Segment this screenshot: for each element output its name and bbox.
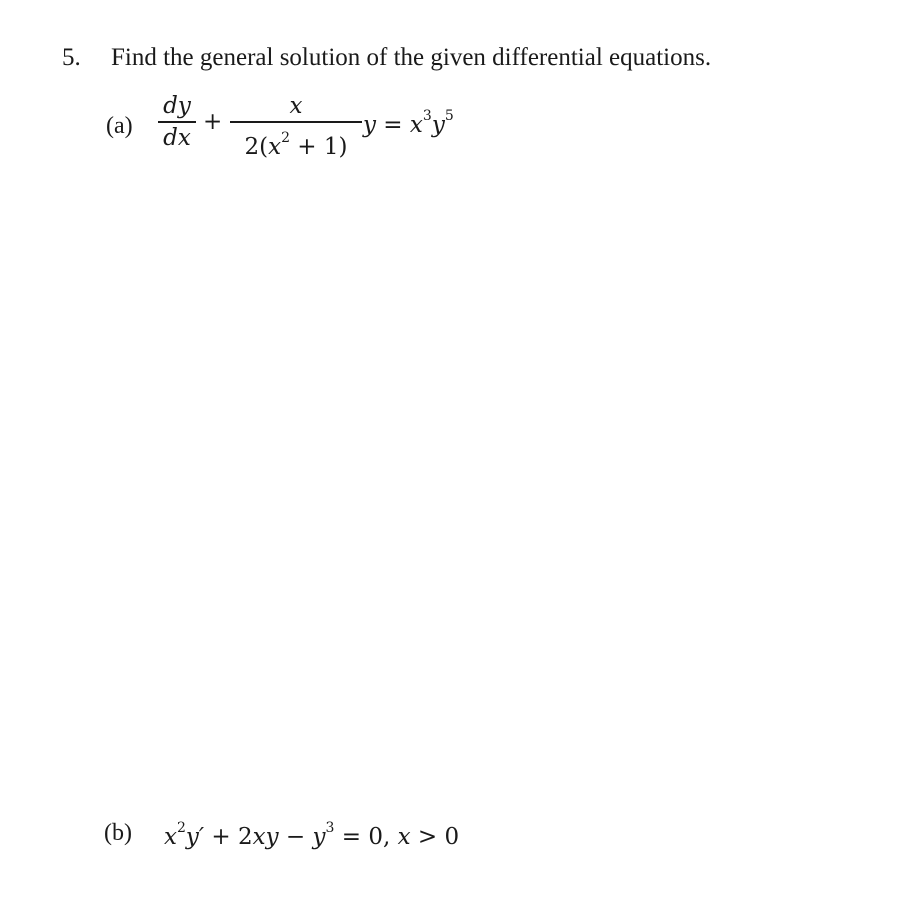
problem-number: 5. bbox=[62, 44, 81, 71]
problem-statement: Find the general solution of the given differential equations. bbox=[111, 44, 712, 71]
fraction-bar bbox=[158, 121, 196, 123]
derivative-denominator: dx bbox=[163, 124, 191, 151]
derivative-numerator: dy bbox=[163, 93, 191, 119]
coefficient-numerator: x bbox=[289, 93, 303, 119]
part-a-label: (a) bbox=[106, 113, 133, 139]
equation-a-rhs: $y = x^3y^5$ bbox=[363, 108, 454, 138]
part-b-label: (b) bbox=[104, 820, 132, 846]
coefficient-fraction bbox=[230, 92, 362, 161]
coefficient-denominator: $2(x^2 + 1)$ bbox=[244, 129, 348, 160]
fraction-bar bbox=[230, 121, 362, 123]
plus-sign: + bbox=[203, 109, 223, 135]
equation-a bbox=[158, 92, 488, 162]
equation-b: $x^2y' + 2xy - y^3 = 0$, x > 0 bbox=[164, 820, 460, 850]
derivative-fraction bbox=[158, 92, 196, 152]
